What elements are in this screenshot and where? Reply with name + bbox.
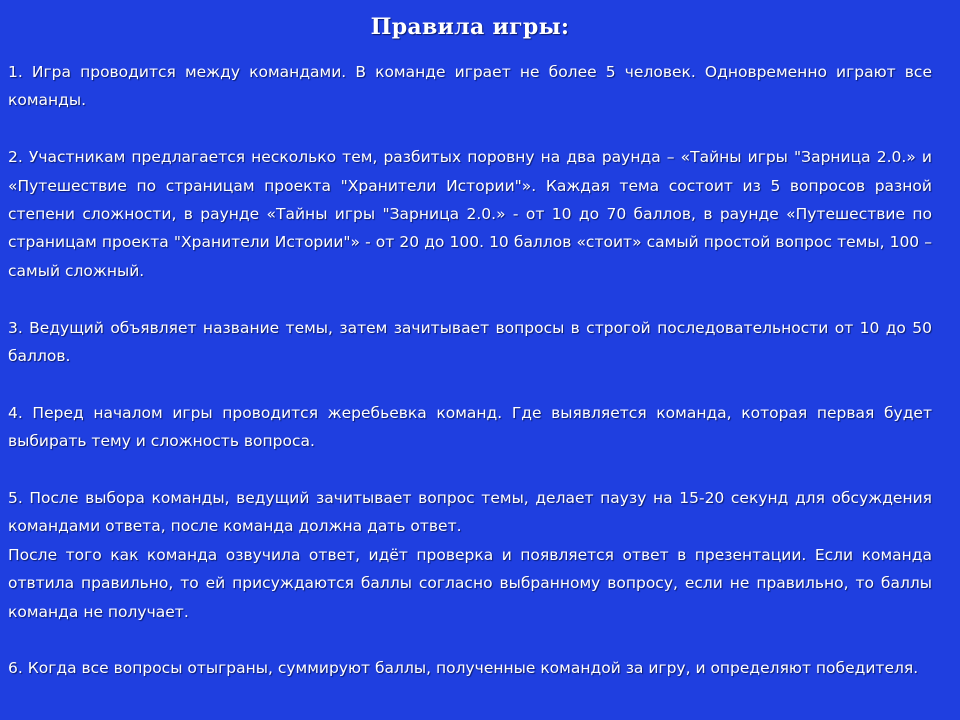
paragraph-spacer (8, 115, 932, 143)
rule-3: 3. Ведущий объявляет название темы, затем зачитывает вопросы в строгой последовательности от 10 до 50 баллов. (8, 318, 932, 366)
rule-5: 5. После выбора команды, ведущий зачитывает вопрос темы, делает паузу на 15-20 секунд для обсуждения командами ответа, после команда должна дать ответ. (8, 489, 932, 536)
paragraph-spacer (8, 370, 932, 398)
rule-2: 2. Участникам предлагается несколько тем, разбитых поровну на два раунда – «Тайны игры "Зарница 2.0.» и «Путешествие по страницам проекта "Хранители Истории"». Каждая тема состоит из 5 вопросов разной степени сложности, в раунде «Тайны игры "Зарница 2.0.» - от 10 до 70 баллов, в раунде «Путешествие по страницам проекта "Хранители Истории"» - от 20 до 100. 10 баллов «стоит» самый простой вопрос темы, 100 – самый сложный. (8, 148, 932, 280)
paragraph-spacer (8, 285, 932, 313)
rules-list (8, 58, 932, 683)
rule-1: 1. Игра проводится между командами. В команде играет не более 5 человек. Одновременно играют все команды. (8, 63, 932, 110)
rule-5-continuation: После того как команда озвучила ответ, идёт проверка и появляется ответ в презентации. Если команда отвтила правильно, то ей присуждаются баллы согласно выбранному вопросу, если не правильно, то баллы команда не получает. (8, 545, 932, 621)
paragraph-spacer (8, 626, 932, 654)
rule-6: 6. Когда все вопросы отыграны, суммируют баллы, полученные командой за игру, и определяют победителя. (8, 659, 919, 678)
rule-4: 4. Перед началом игры проводится жеребьевка команд. Где выявляется команда, которая первая будет выбирать тему и сложность вопроса. (8, 403, 932, 451)
paragraph-spacer (8, 456, 932, 484)
slide-title: Правила игры: (370, 14, 570, 40)
